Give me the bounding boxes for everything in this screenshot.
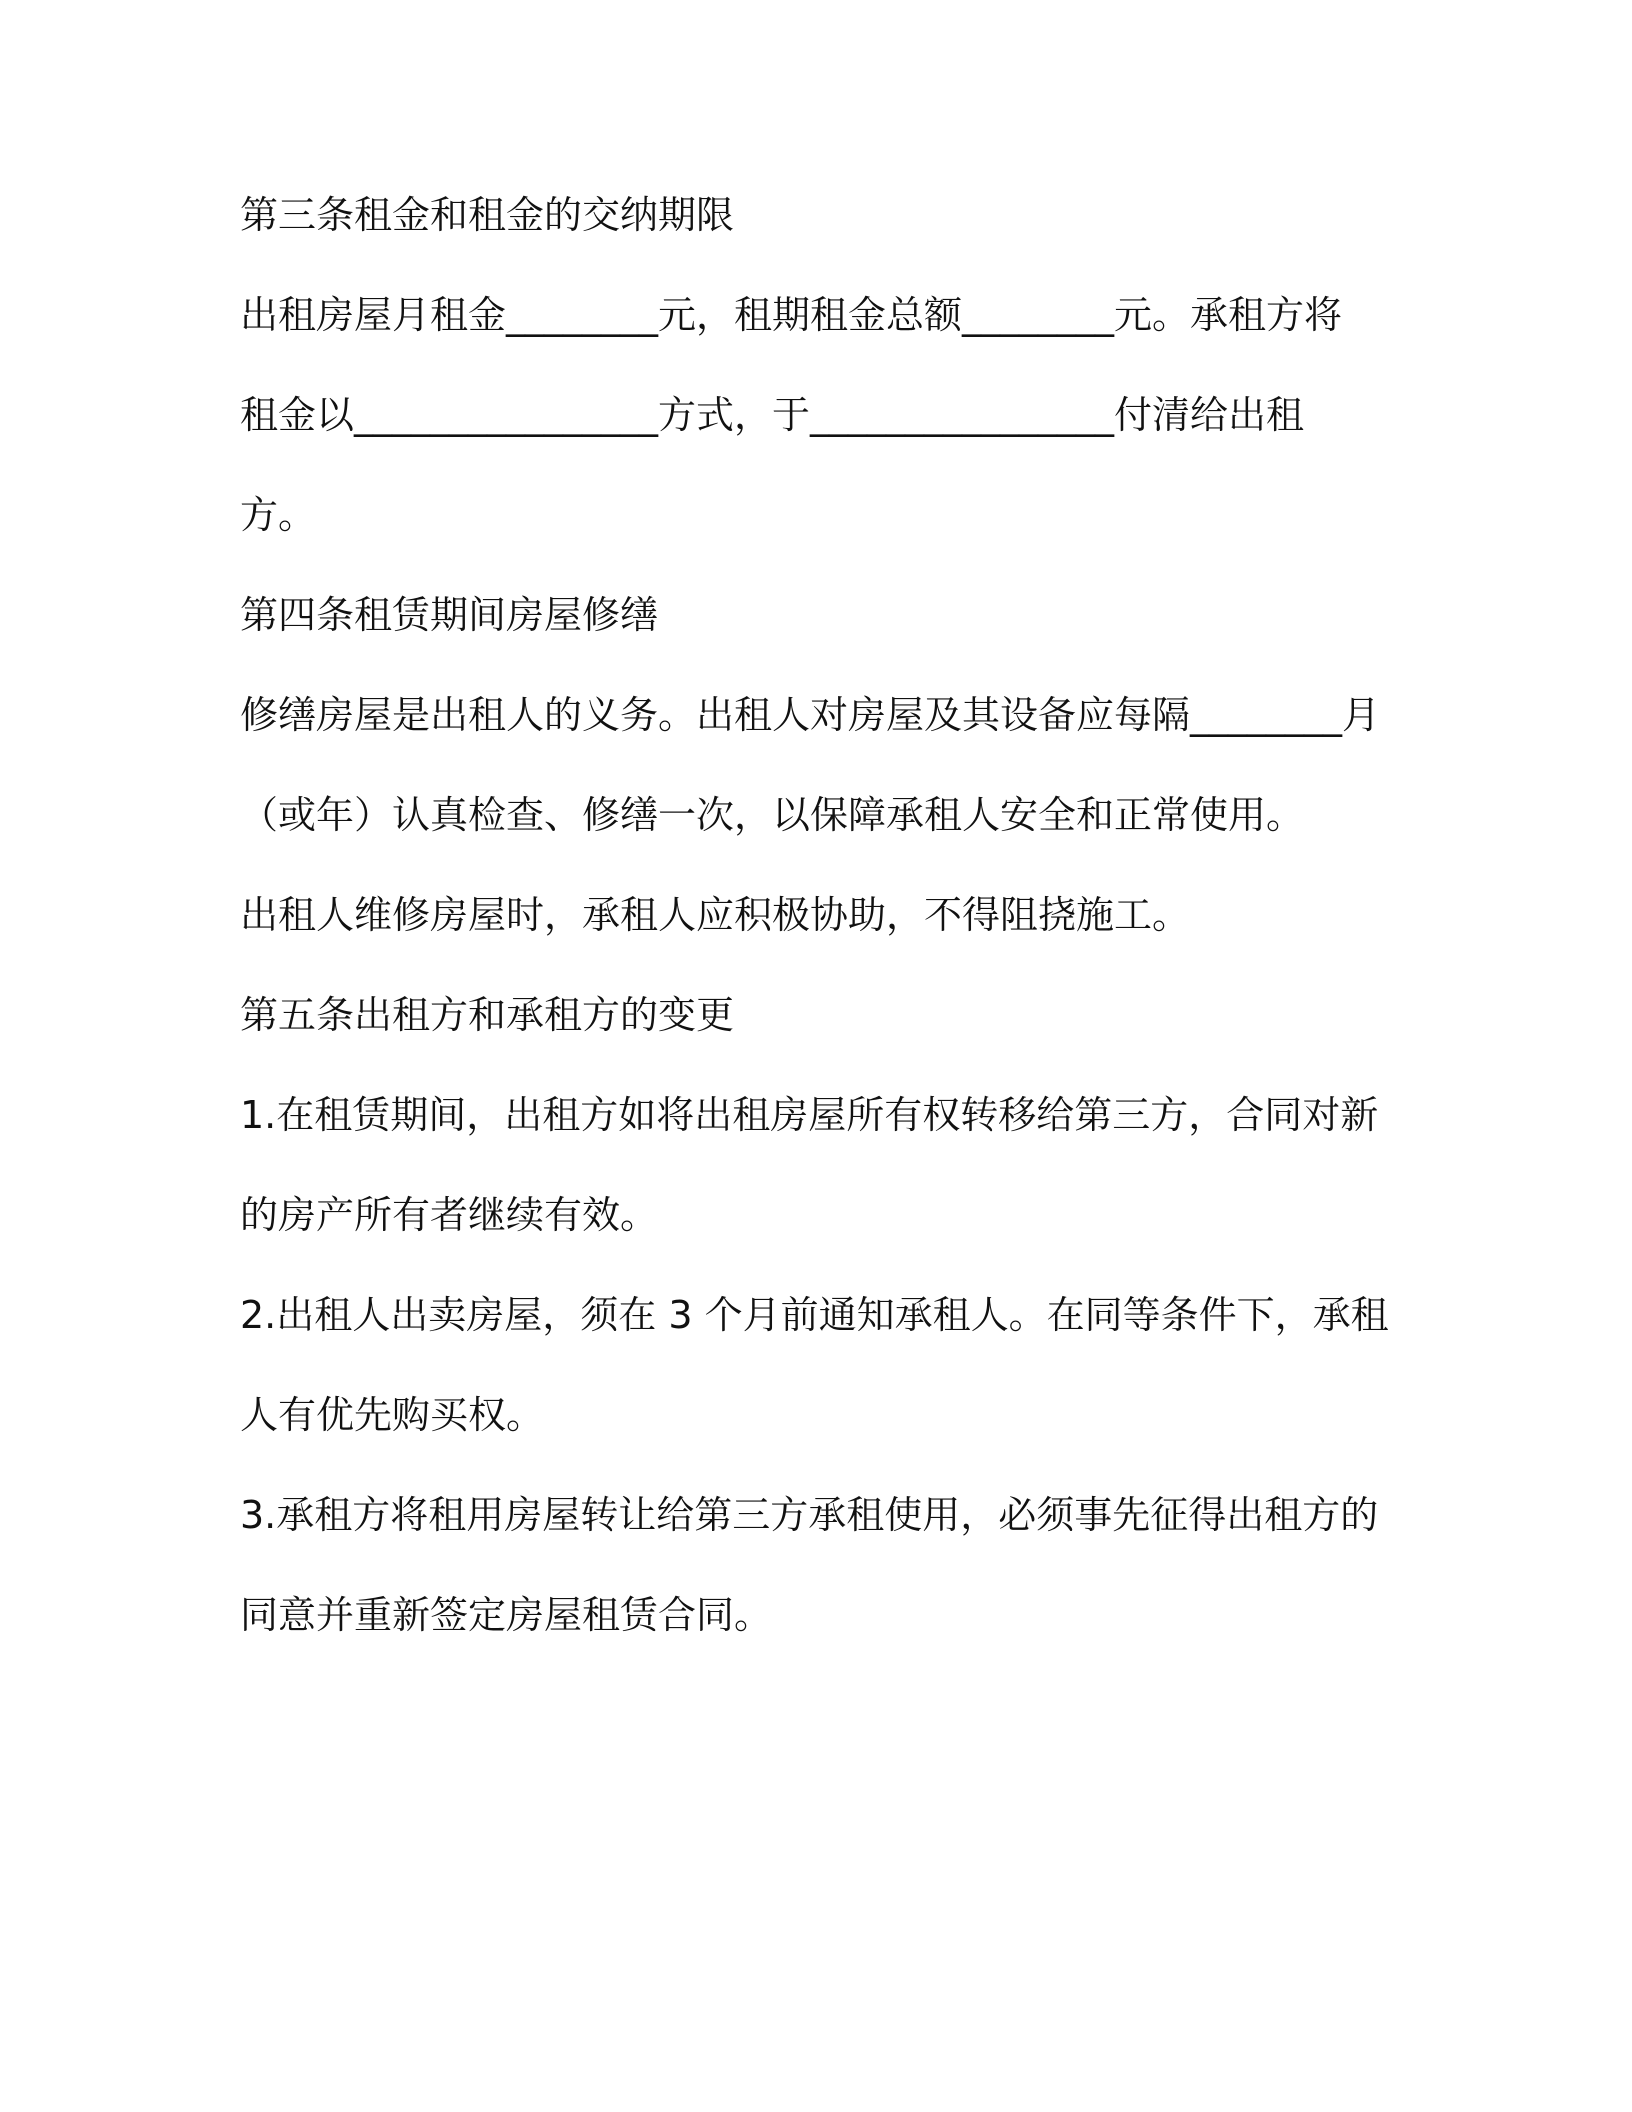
article-5-item-2-line-1: 2.出租人出卖房屋，须在 3 个月前通知承租人。在同等条件下，承租 (240, 1293, 1389, 1337)
article-3-heading: 第三条租金和租金的交纳期限 (240, 193, 735, 237)
article-3-body-line-1: 出租房屋月租金________元，租期租金总额________元。承租方将 (240, 293, 1343, 337)
article-5-item-2-line-2: 人有优先购买权。 (240, 1393, 545, 1437)
article-5-item-3-line-1: 3.承租方将租用房屋转让给第三方承租使用，必须事先征得出租方的 (240, 1493, 1379, 1537)
article-5-heading: 第五条出租方和承租方的变更 (240, 993, 735, 1037)
article-3-body-line-3: 方。 (240, 493, 317, 537)
article-4-body-line-3: 出租人维修房屋时，承租人应积极协助，不得阻挠施工。 (240, 893, 1191, 937)
article-5-item-1-line-2: 的房产所有者继续有效。 (240, 1193, 659, 1237)
article-5-item-3-line-2: 同意并重新签定房屋租赁合同。 (240, 1593, 773, 1637)
article-4-heading: 第四条租赁期间房屋修缮 (240, 593, 659, 637)
article-4-body-line-1: 修缮房屋是出租人的义务。出租人对房屋及其设备应每隔________月 (240, 693, 1381, 737)
article-5-item-1-line-1: 1.在租赁期间，出租方如将出租房屋所有权转移给第三方，合同对新 (240, 1093, 1379, 1137)
article-3-body-line-2: 租金以________________方式，于________________付清给出租 (240, 393, 1305, 437)
article-4-body-line-2: （或年）认真检查、修缮一次，以保障承租人安全和正常使用。 (240, 793, 1305, 837)
